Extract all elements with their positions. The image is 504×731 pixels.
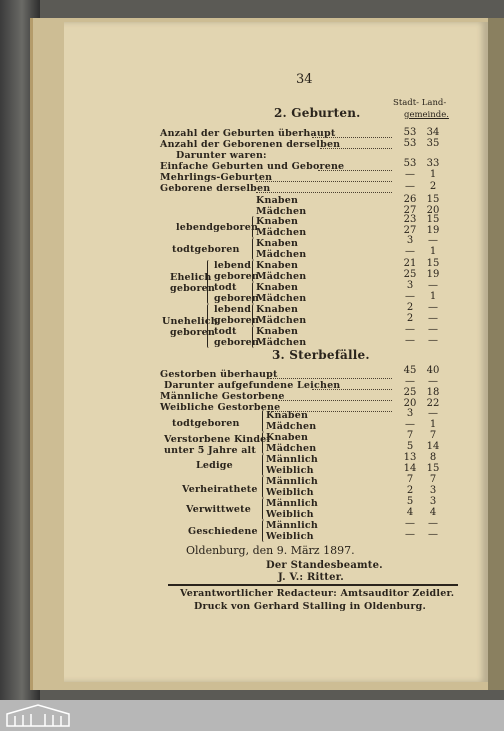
- births-detail-value: —: [428, 335, 438, 346]
- deaths-detail-value: 7: [406, 474, 414, 485]
- deaths-value: 25: [403, 387, 417, 398]
- label-weiblich: Weiblich: [266, 465, 314, 476]
- deaths-detail-value: 14: [403, 463, 417, 474]
- deaths-detail-value: 4: [429, 507, 437, 518]
- dot-leader: [312, 137, 392, 138]
- births-detail-value: 2: [406, 302, 414, 313]
- deaths-detail-value: 3: [429, 485, 437, 496]
- deaths-detail-value: —: [428, 408, 438, 419]
- deaths-detail-value: 13: [403, 452, 417, 463]
- births-value: 53: [403, 158, 417, 169]
- births-value: —: [405, 169, 415, 180]
- deaths-value: 22: [426, 398, 440, 409]
- label-ehelich: Ehelich: [170, 272, 212, 283]
- births-detail-value: 21: [403, 258, 417, 269]
- births-detail-value: —: [405, 335, 415, 346]
- footer-printer: Druck von Gerhard Stalling in Oldenburg.: [194, 601, 426, 612]
- footer-editor: Verantwortlicher Redacteur: Amtsauditor Zeidler.: [180, 588, 455, 599]
- dot-leader: [256, 192, 392, 193]
- label-lebend: lebend: [214, 304, 252, 315]
- section-heading-deaths: 3. Sterbefälle.: [272, 348, 370, 362]
- library-building-logo: [3, 702, 73, 729]
- deaths-detail-value: 4: [406, 507, 414, 518]
- label-geboren: geboren: [214, 315, 260, 326]
- births-detail-value: 19: [426, 225, 440, 236]
- signature-title: Der Standesbeamte.: [266, 560, 383, 571]
- brace: [207, 304, 211, 348]
- page-edge: [488, 18, 504, 690]
- label-knaben: Knaben: [256, 260, 299, 271]
- births-detail-value: 3: [406, 280, 414, 291]
- label-knaben: Knaben: [256, 216, 299, 227]
- deaths-row-label: Darunter aufgefundene Leichen: [164, 380, 341, 391]
- births-row-label: Anzahl der Geburten überhaupt: [160, 128, 336, 139]
- section-heading-births: 2. Geburten.: [274, 106, 361, 120]
- births-detail-value: —: [428, 324, 438, 335]
- dot-leader: [318, 170, 392, 171]
- deaths-detail-value: 3: [406, 408, 414, 419]
- deaths-value: 40: [426, 365, 440, 376]
- births-detail-value: 27: [403, 205, 417, 216]
- label-geboren: geboren: [214, 337, 260, 348]
- column-header-line1: Stadt- Land-: [393, 98, 447, 108]
- dot-leader: [270, 378, 392, 379]
- births-detail-value: —: [405, 246, 415, 257]
- label-geboren: geboren: [214, 293, 260, 304]
- births-detail-value: —: [428, 302, 438, 313]
- label-ledige: Ledige: [196, 460, 233, 471]
- signature-name: J. V.: Ritter.: [278, 572, 344, 583]
- births-detail-value: 2: [406, 313, 414, 324]
- dot-leader: [278, 400, 392, 401]
- births-detail-value: 1: [429, 246, 437, 257]
- births-value: 33: [426, 158, 440, 169]
- label-knaben: Knaben: [256, 326, 299, 337]
- label-maedchen: Mädchen: [256, 337, 307, 348]
- births-detail-value: 3: [406, 235, 414, 246]
- divider-rule: [168, 584, 458, 586]
- label-knaben: Knaben: [266, 432, 309, 443]
- deaths-detail-value: 15: [426, 463, 440, 474]
- deaths-value: —: [428, 376, 438, 387]
- label-knaben: Knaben: [256, 238, 299, 249]
- births-detail-value: —: [428, 235, 438, 246]
- label-knaben: Knaben: [266, 410, 309, 421]
- viewer-footer-bar: [0, 700, 504, 731]
- label-geboren: geboren: [214, 271, 260, 282]
- births-detail-value: 26: [403, 194, 417, 205]
- label-maedchen: Mädchen: [266, 421, 317, 432]
- dot-leader: [312, 389, 392, 390]
- place-date: Oldenburg, den 9. März 1897.: [186, 544, 355, 557]
- label-maedchen: Mädchen: [256, 227, 307, 238]
- label-maedchen: Mädchen: [256, 206, 307, 217]
- deaths-value: 20: [403, 398, 417, 409]
- deaths-value: 45: [403, 365, 417, 376]
- label-unehelich: Unehelich: [162, 316, 218, 327]
- births-detail-value: 15: [426, 214, 440, 225]
- births-row-label: Geborene derselben: [160, 183, 271, 194]
- label-knaben: Knaben: [256, 282, 299, 293]
- label-verheirathete: Verheirathete: [182, 484, 258, 495]
- label-verwittwete: Verwittwete: [186, 504, 251, 515]
- deaths-detail-value: 7: [406, 430, 414, 441]
- births-value: 1: [429, 169, 437, 180]
- page-number: 34: [296, 72, 313, 87]
- deaths-detail-value: 7: [429, 430, 437, 441]
- deaths-detail-value: 3: [429, 496, 437, 507]
- label-maennlich: Männlich: [266, 476, 318, 487]
- births-value: 35: [426, 138, 440, 149]
- label-maedchen: Mädchen: [256, 315, 307, 326]
- deaths-detail-value: —: [405, 518, 415, 529]
- label-verstorbene-kinder: Verstorbene Kinder: [164, 434, 272, 445]
- label-weiblich: Weiblich: [266, 531, 314, 542]
- deaths-row-label: Männliche Gestorbene: [160, 391, 285, 402]
- deaths-detail-value: 5: [406, 496, 414, 507]
- births-row-label: Einfache Geburten und Geborene: [160, 161, 345, 172]
- births-detail-value: —: [405, 291, 415, 302]
- dot-leader: [320, 148, 392, 149]
- deaths-detail-value: 14: [426, 441, 440, 452]
- births-value: 53: [403, 138, 417, 149]
- births-value: 2: [429, 181, 437, 192]
- deaths-detail-value: —: [405, 529, 415, 540]
- label-knaben: Knaben: [256, 304, 299, 315]
- label-todtgeboren: todtgeboren: [172, 244, 240, 255]
- births-detail-value: 15: [426, 194, 440, 205]
- label-knaben: Knaben: [256, 195, 299, 206]
- label-maennlich: Männlich: [266, 454, 318, 465]
- label-unter-5-jahre: unter 5 Jahre alt: [164, 445, 256, 456]
- label-maedchen: Mädchen: [256, 293, 307, 304]
- births-detail-value: 27: [403, 225, 417, 236]
- label-todt: todt: [214, 282, 237, 293]
- births-value: 34: [426, 127, 440, 138]
- births-value: 53: [403, 127, 417, 138]
- births-detail-value: 25: [403, 269, 417, 280]
- deaths-value: —: [405, 376, 415, 387]
- deaths-detail-value: 8: [429, 452, 437, 463]
- deaths-detail-value: 5: [406, 441, 414, 452]
- label-weiblich: Weiblich: [266, 509, 314, 520]
- births-row-label: Anzahl der Geborenen derselben: [160, 139, 341, 150]
- deaths-detail-value: 2: [406, 485, 414, 496]
- births-detail-value: —: [428, 280, 438, 291]
- label-unehelich-geboren: geboren: [170, 327, 216, 338]
- label-ehelich-geboren: geboren: [170, 283, 216, 294]
- births-detail-value: —: [428, 313, 438, 324]
- deaths-detail-value: 7: [429, 474, 437, 485]
- births-detail-value: —: [405, 324, 415, 335]
- births-value: —: [405, 181, 415, 192]
- deaths-detail-value: —: [428, 529, 438, 540]
- label-maennlich: Männlich: [266, 498, 318, 509]
- births-detail-value: 23: [403, 214, 417, 225]
- births-row-label: Darunter waren:: [176, 150, 267, 161]
- label-maedchen: Mädchen: [256, 249, 307, 260]
- label-geschiedene: Geschiedene: [188, 526, 258, 537]
- dot-leader: [256, 181, 392, 182]
- births-detail-value: 15: [426, 258, 440, 269]
- deaths-detail-value: —: [428, 518, 438, 529]
- births-detail-value: 19: [426, 269, 440, 280]
- deaths-row-label: Gestorben überhaupt: [160, 369, 278, 380]
- label-lebend: lebend: [214, 260, 252, 271]
- label-todtgeboren: todtgeboren: [172, 418, 240, 429]
- deaths-value: 18: [426, 387, 440, 398]
- label-lebendgeboren: lebendgeboren: [176, 222, 259, 233]
- label-maedchen: Mädchen: [266, 443, 317, 454]
- deaths-detail-value: —: [405, 419, 415, 430]
- label-maennlich: Männlich: [266, 520, 318, 531]
- brace: [207, 260, 211, 304]
- column-header-line2: gemeinde.: [404, 110, 449, 120]
- label-maedchen: Mädchen: [256, 271, 307, 282]
- births-row-label: Mehrlings-Geburten: [160, 172, 273, 183]
- births-detail-value: 20: [426, 205, 440, 216]
- label-weiblich: Weiblich: [266, 487, 314, 498]
- births-detail-value: 1: [429, 291, 437, 302]
- deaths-detail-value: 1: [429, 419, 437, 430]
- label-todt: todt: [214, 326, 237, 337]
- deaths-row-label: Weibliche Gestorbene: [160, 402, 281, 413]
